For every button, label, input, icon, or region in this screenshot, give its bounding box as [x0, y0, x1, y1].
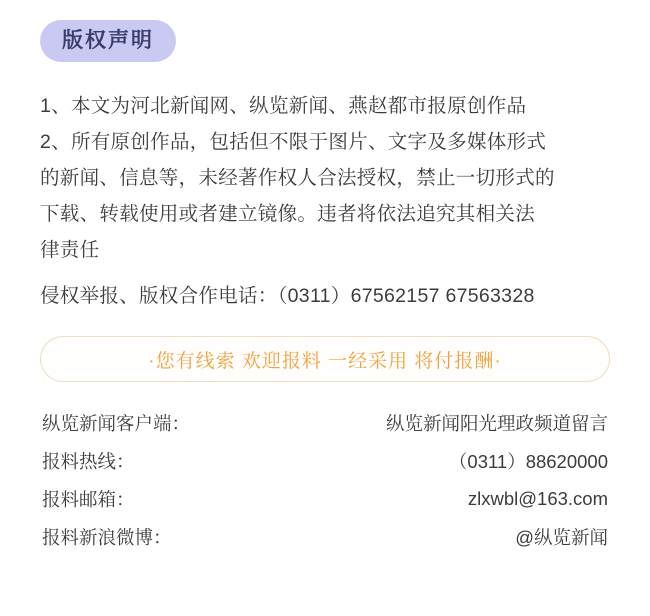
notice-line-3: 的新闻、信息等，未经著作权人合法授权，禁止一切形式的	[40, 167, 555, 190]
infringement-contact-line: 侵权举报、版权合作电话：（0311）67562157 67563328	[40, 285, 535, 308]
copyright-notice-text	[40, 88, 610, 314]
table-row	[40, 442, 610, 480]
contact-label: 纵览新闻客户端：	[42, 413, 191, 435]
contact-value: zlxwbl@163.com	[467, 488, 608, 510]
contact-label: 报料邮箱：	[42, 489, 135, 511]
notice-line-2: 2、所有原创作品，包括但不限于图片、文字及多媒体形式	[40, 131, 547, 154]
tipoff-banner	[40, 336, 610, 382]
notice-line-1: 1、本文为河北新闻网、纵览新闻、燕赵都市报原创作品	[40, 95, 527, 118]
contact-value: @纵览新闻	[515, 527, 608, 549]
notice-line-4: 下载、转载使用或者建立镜像。违者将依法追究其相关法	[40, 203, 536, 226]
contact-label: 报料新浪微博：	[42, 527, 172, 549]
table-row	[40, 480, 610, 518]
badge-row	[40, 0, 610, 62]
contact-label: 报料热线：	[42, 451, 135, 473]
notice-line-5: 律责任	[40, 239, 100, 262]
table-row	[40, 518, 610, 556]
copyright-badge: 版权声明	[40, 20, 176, 62]
table-row	[40, 404, 610, 442]
contact-value: （0311）88620000	[448, 451, 608, 473]
contact-table	[40, 404, 610, 556]
contact-value: 纵览新闻阳光理政频道留言	[385, 413, 608, 435]
tipoff-banner-text: ·您有线索 欢迎报料 一经采用 将付报酬·	[148, 350, 502, 372]
